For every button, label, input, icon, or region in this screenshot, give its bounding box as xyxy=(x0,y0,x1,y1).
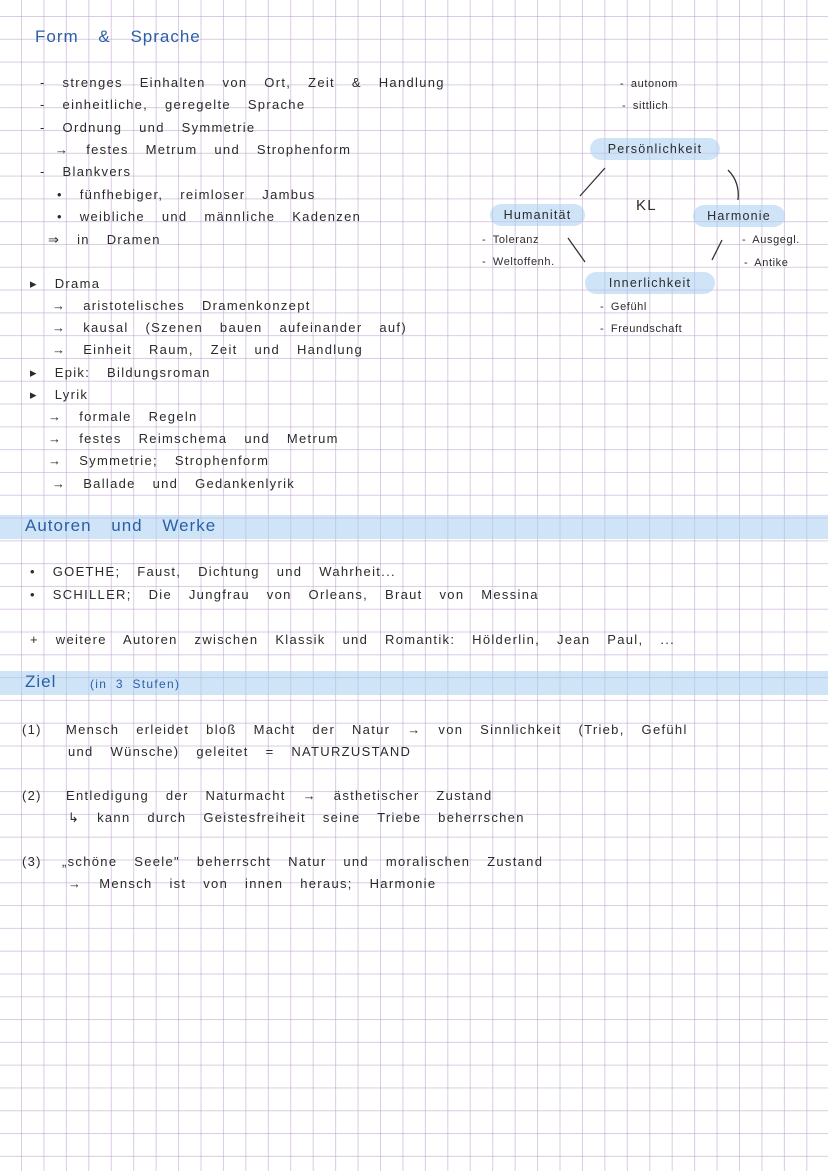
diagram-center-label: KL xyxy=(636,197,657,214)
section-title-autoren: Autoren und Werke xyxy=(25,516,217,535)
note-line: - strenges Einhalten von Ort, Zeit & Handlung xyxy=(40,75,445,90)
author-line: • GOETHE; Faust, Dichtung und Wahrheit... xyxy=(30,564,396,579)
note-line: ▸ Epik: Bildungsroman xyxy=(30,365,211,380)
note-line: → formale Regeln xyxy=(48,409,198,424)
section-title-form-sprache: Form & Sprache xyxy=(35,27,201,46)
note-line: → festes Reimschema und Metrum xyxy=(48,431,339,446)
note-line: ▸ Lyrik xyxy=(30,387,89,402)
author-line: + weitere Autoren zwischen Klassik und Romantik: Hölderlin, Jean Paul, ... xyxy=(30,632,676,647)
concept-humanitaet: Humanität xyxy=(490,204,585,226)
note-weltoffenheit: - Weltoffenh. xyxy=(482,256,555,268)
step-line: → Mensch ist von innen heraus; Harmonie xyxy=(68,876,437,891)
note-toleranz: - Toleranz xyxy=(482,234,540,246)
concept-persoenlichkeit: Persönlichkeit xyxy=(590,138,720,160)
note-line: → Symmetrie; Strophenform xyxy=(48,453,270,468)
note-gefuehl: - Gefühl xyxy=(600,301,647,313)
step-number: (1) xyxy=(22,722,42,737)
step-line: Mensch erleidet bloß Macht der Natur → von Sinnlichkeit (Trieb, Gefühl xyxy=(66,722,688,737)
diagram-connectors xyxy=(0,0,828,360)
author-line: • SCHILLER; Die Jungfrau von Orleans, Braut von Messina xyxy=(30,587,539,602)
note-line: • weibliche und männliche Kadenzen xyxy=(57,209,362,224)
note-autonom: - autonom xyxy=(620,78,678,90)
step-line: Entledigung der Naturmacht → ästhetischer Zustand xyxy=(66,788,493,803)
note-ausgeglichen: - Ausgegl. xyxy=(742,234,800,246)
section-subtitle: (in 3 Stufen) xyxy=(90,677,181,691)
note-line: → festes Metrum und Strophenform xyxy=(55,142,352,157)
note-line: → Ballade und Gedankenlyrik xyxy=(52,476,296,491)
note-sittlich: - sittlich xyxy=(622,100,669,112)
note-antike: - Antike xyxy=(744,257,789,269)
step-line: und Wünsche) geleitet = NATURZUSTAND xyxy=(68,744,412,759)
note-line: ⇒ in Dramen xyxy=(48,232,161,247)
step-line: ↳ kann durch Geistesfreiheit seine Triebe beherrschen xyxy=(68,810,525,825)
note-line: → aristotelisches Dramenkonzept xyxy=(52,298,311,313)
step-number: (2) xyxy=(22,788,42,803)
note-line: • fünfhebiger, reimloser Jambus xyxy=(57,187,316,202)
concept-innerlichkeit: Innerlichkeit xyxy=(585,272,715,294)
note-line: - Blankvers xyxy=(40,164,132,179)
note-freundschaft: - Freundschaft xyxy=(600,323,683,335)
note-line: - einheitliche, geregelte Sprache xyxy=(40,97,306,112)
step-number: (3) xyxy=(22,854,42,869)
note-line: → Einheit Raum, Zeit und Handlung xyxy=(52,342,364,357)
section-title-ziel: Ziel xyxy=(25,672,57,691)
note-line: → kausal (Szenen bauen aufeinander auf) xyxy=(52,320,407,335)
step-line: „schöne Seele" beherrscht Natur und moralischen Zustand xyxy=(62,854,544,869)
note-line: - Ordnung und Symmetrie xyxy=(40,120,256,135)
concept-harmonie: Harmonie xyxy=(693,205,785,227)
note-line: ▸ Drama xyxy=(30,276,101,291)
